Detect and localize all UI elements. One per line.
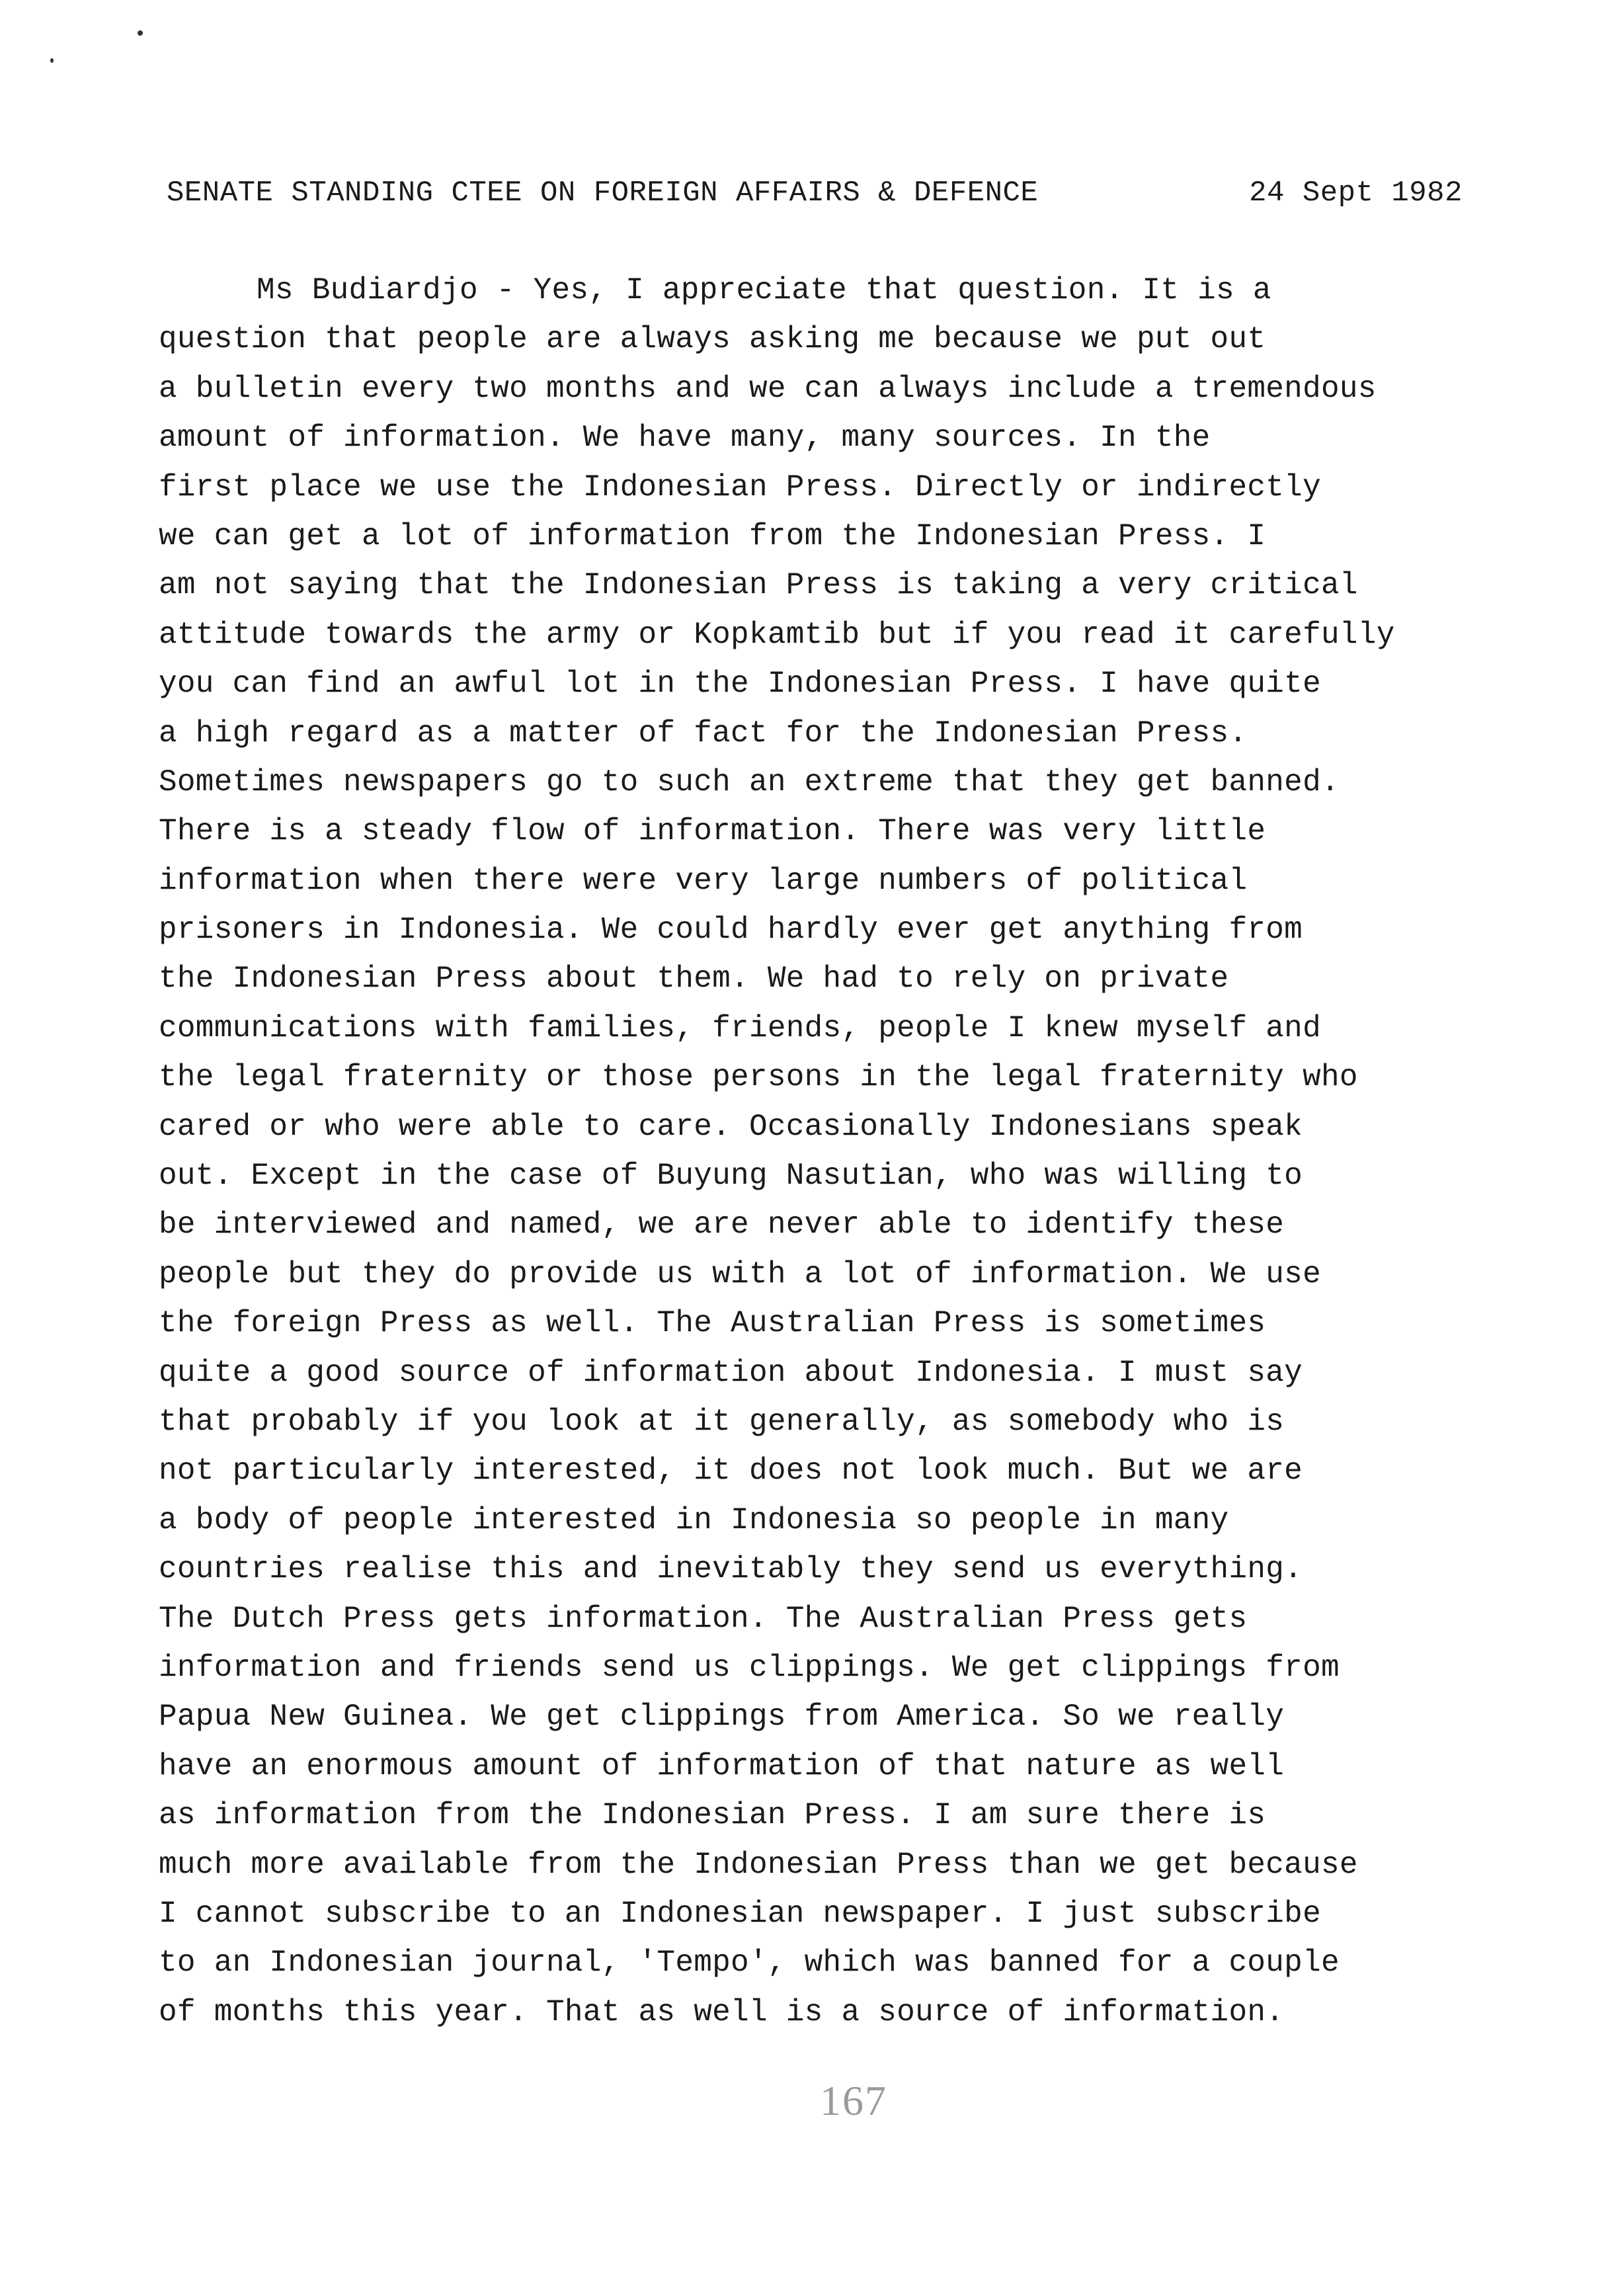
text-line: the Indonesian Press about them. We had to rely on private xyxy=(159,962,1229,997)
text-line: as information from the Indonesian Press. I am sure there is xyxy=(159,1798,1266,1833)
text-line: a body of people interested in Indonesia so people in many xyxy=(159,1502,1229,1538)
text-line: Ms Budiardjo - Yes, I appreciate that question. It is a xyxy=(257,273,1271,308)
text-line: of months this year. That as well is a source of information. xyxy=(159,1994,1285,2030)
page-number: 167 xyxy=(820,2077,887,2124)
text-line: the foreign Press as well. The Australian Press is sometimes xyxy=(159,1306,1266,1341)
text-line: countries realise this and inevitably they send us everything. xyxy=(159,1552,1303,1587)
text-line: the legal fraternity or those persons in the legal fraternity who xyxy=(159,1060,1358,1095)
scan-speck xyxy=(138,30,143,36)
text-line: not particularly interested, it does not look much. But we are xyxy=(159,1454,1303,1489)
text-line: cared or who were able to care. Occasionally Indonesians speak xyxy=(159,1109,1303,1144)
scan-speck xyxy=(50,58,54,63)
text-line: be interviewed and named, we are never able to identify these xyxy=(159,1208,1285,1243)
text-line: have an enormous amount of information of that nature as well xyxy=(159,1748,1285,1784)
text-line: a high regard as a matter of fact for the Indonesian Press. xyxy=(159,716,1248,751)
text-line: out. Except in the case of Buyung Nasutian, who was willing to xyxy=(159,1159,1303,1194)
header-date: 24 Sept 1982 xyxy=(1249,177,1463,210)
text-line: There is a steady flow of information. There was very little xyxy=(159,814,1266,849)
text-line: prisoners in Indonesia. We could hardly ever get anything from xyxy=(159,913,1303,948)
document-header xyxy=(167,173,1463,213)
text-line: information when there were very large numbers of political xyxy=(159,863,1248,898)
text-line: am not saying that the Indonesian Press is taking a very critical xyxy=(159,568,1358,603)
text-line: you can find an awful lot in the Indonesian Press. I have quite xyxy=(159,667,1321,702)
text-line: The Dutch Press gets information. The Australian Press gets xyxy=(159,1601,1248,1636)
text-line: we can get a lot of information from the Indonesian Press. I xyxy=(159,518,1266,554)
text-line: people but they do provide us with a lot of information. We use xyxy=(159,1256,1321,1292)
header-title: SENATE STANDING CTEE ON FOREIGN AFFAIRS & DEFENCE xyxy=(167,177,1039,210)
text-line: quite a good source of information about Indonesia. I must say xyxy=(159,1355,1303,1390)
text-line: a bulletin every two months and we can always include a tremendous xyxy=(159,371,1377,406)
text-line: I cannot subscribe to an Indonesian newspaper. I just subscribe xyxy=(159,1896,1321,1931)
text-line: much more available from the Indonesian Press than we get because xyxy=(159,1847,1358,1882)
text-line: information and friends send us clippings. We get clippings from xyxy=(159,1650,1340,1685)
text-line: Papua New Guinea. We get clippings from America. So we really xyxy=(159,1700,1285,1735)
text-line: question that people are always asking me because we put out xyxy=(159,322,1266,357)
text-line: that probably if you look at it generally, as somebody who is xyxy=(159,1404,1285,1439)
text-line: to an Indonesian journal, 'Tempo', which was banned for a couple xyxy=(159,1946,1340,1981)
text-line: Sometimes newspapers go to such an extreme that they get banned. xyxy=(159,764,1340,800)
transcript-body xyxy=(159,266,1481,2037)
text-line: attitude towards the army or Kopkamtib but if you read it carefully xyxy=(159,617,1395,652)
text-line: first place we use the Indonesian Press. Directly or indirectly xyxy=(159,470,1321,505)
text-line: communications with families, friends, people I knew myself and xyxy=(159,1010,1321,1046)
text-line: amount of information. We have many, many sources. In the xyxy=(159,421,1211,456)
